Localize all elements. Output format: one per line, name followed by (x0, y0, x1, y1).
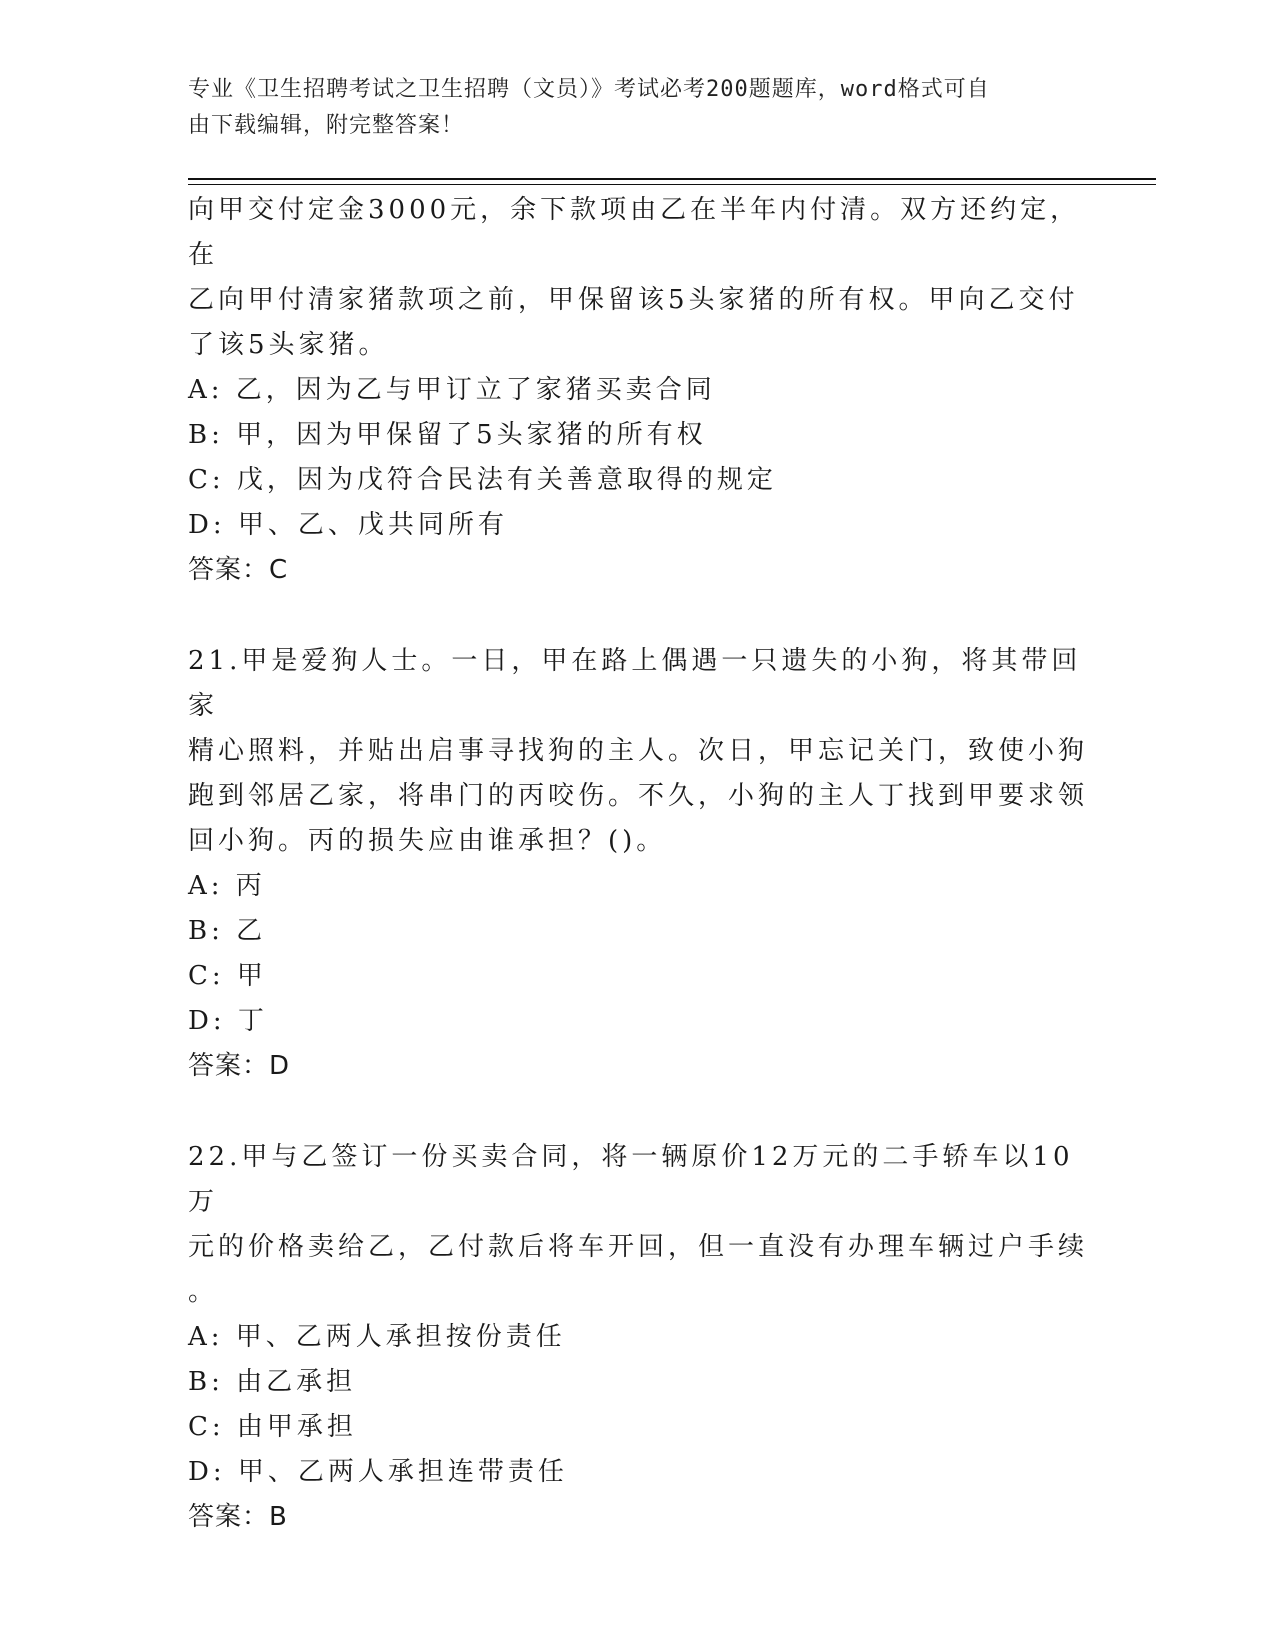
option-c: C: 甲 (188, 961, 267, 991)
document-header (188, 72, 1068, 144)
option-b: B: 由乙承担 (188, 1367, 357, 1397)
answer-line: 答案：D (188, 1051, 291, 1081)
option-d: D: 丁 (188, 1006, 268, 1036)
question-stem-line: 。 (188, 1277, 219, 1307)
question-stem-line: 向甲交付定金3000元，余下款项由乙在半年内付清。双方还约定，在 (188, 195, 1081, 270)
question-stem-line: 元的价格卖给乙，乙付款后将车开回，但一直没有办理车辆过户手续 (188, 1232, 1089, 1262)
option-a: A: 甲、乙两人承担按份责任 (188, 1322, 566, 1352)
option-a: A: 乙，因为乙与甲订立了家猪买卖合同 (188, 375, 716, 405)
document-body (188, 188, 1088, 1540)
option-d: D: 甲、乙两人承担连带责任 (188, 1457, 568, 1487)
question-20 (188, 188, 1088, 593)
question-stem-line: 21.甲是爱狗人士。一日，甲在路上偶遇一只遗失的小狗，将其带回家 (188, 646, 1082, 721)
option-a: A: 丙 (188, 871, 266, 901)
question-21 (188, 639, 1088, 1089)
header-divider-thin (188, 184, 1156, 185)
header-line-2: 由下载编辑，附完整答案！ (188, 113, 465, 138)
option-c: C: 由甲承担 (188, 1412, 357, 1442)
question-stem-line: 跑到邻居乙家，将串门的丙咬伤。不久，小狗的主人丁找到甲要求领 (188, 781, 1089, 811)
question-22 (188, 1135, 1088, 1540)
option-b: B: 甲，因为甲保留了5头家猪的所有权 (188, 420, 707, 450)
question-spacer (188, 593, 1088, 639)
option-c: C: 戊，因为戊符合民法有关善意取得的规定 (188, 465, 777, 495)
question-stem-line: 乙向甲付清家猪款项之前，甲保留该5头家猪的所有权。甲向乙交付 (188, 285, 1079, 315)
answer-line: 答案：C (188, 555, 289, 585)
header-line-1: 专业《卫生招聘考试之卫生招聘（文员）》考试必考200题题库，word格式可自 (188, 77, 990, 102)
answer-line: 答案：B (188, 1502, 288, 1532)
option-b: B: 乙 (188, 916, 267, 946)
question-stem-line: 22.甲与乙签订一份买卖合同，将一辆原价12万元的二手轿车以10万 (188, 1142, 1074, 1217)
question-spacer (188, 1089, 1088, 1135)
header-divider-thick (188, 178, 1156, 180)
question-stem-line: 精心照料，并贴出启事寻找狗的主人。次日，甲忘记关门，致使小狗 (188, 736, 1089, 766)
option-d: D: 甲、乙、戊共同所有 (188, 510, 508, 540)
question-stem-line: 回小狗。丙的损失应由谁承担？()。 (188, 826, 667, 856)
question-stem-line: 了该5头家猪。 (188, 330, 389, 360)
